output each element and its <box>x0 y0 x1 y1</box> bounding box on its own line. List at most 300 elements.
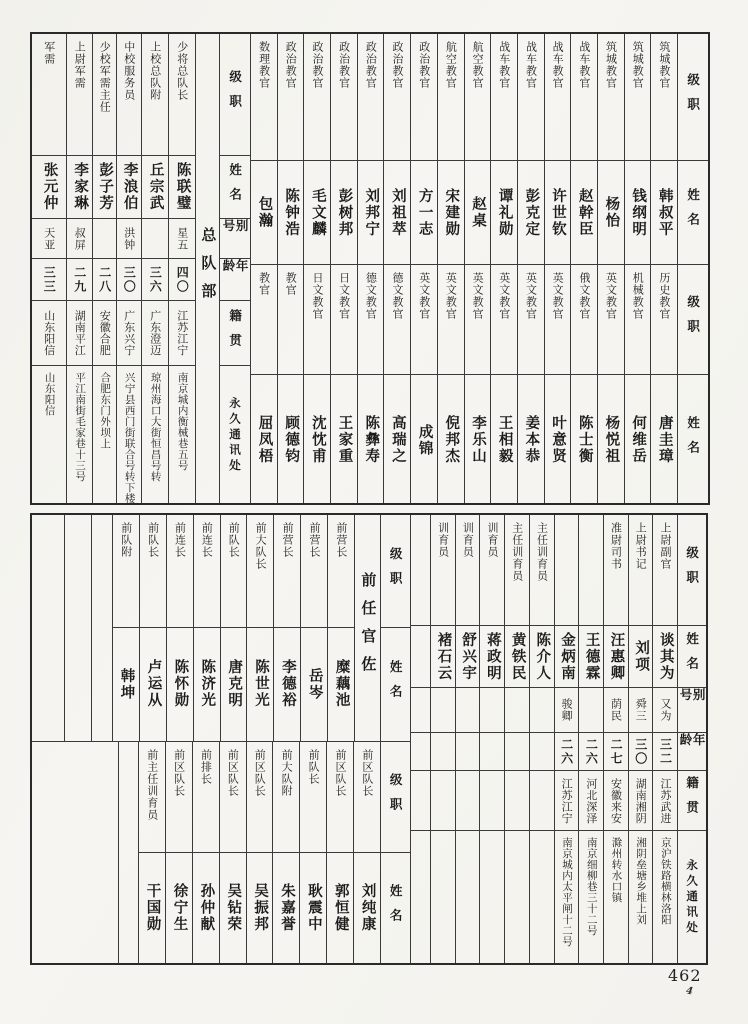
rank-cell <box>278 34 304 160</box>
age-cell <box>117 258 141 300</box>
rank-cell <box>518 34 544 160</box>
rank-cell <box>384 264 410 374</box>
former-officers-label-text: 前任官佐 <box>359 571 378 684</box>
age-cell-text: 二八 <box>97 265 112 294</box>
former-officer-column <box>299 742 326 963</box>
trainer-column <box>578 515 603 963</box>
name-cell <box>384 160 410 264</box>
age-cell <box>431 732 455 770</box>
name-cell <box>625 374 651 505</box>
name-cell <box>327 852 353 963</box>
address-cell-text: 南京细柳巷三十二号 <box>585 837 598 936</box>
former-officers-section <box>32 515 410 963</box>
rank-cell <box>545 264 571 374</box>
instructor-column <box>517 34 544 503</box>
name-cell <box>431 625 455 687</box>
name-cell-text: 丘宗武 <box>147 162 164 212</box>
top-table <box>30 32 710 505</box>
former-officers-label <box>355 515 380 740</box>
address-cell <box>169 365 195 505</box>
alias-cell <box>555 687 579 732</box>
origin-cell-text: 广东兴宁 <box>122 310 136 356</box>
name-cell <box>653 625 677 687</box>
address-cell-text: 滁州转水口镇 <box>610 837 623 903</box>
hq-label <box>196 34 219 503</box>
alias-cell-text: 荫民 <box>609 698 623 722</box>
name-cell-text: 陈钟浩 <box>283 187 300 238</box>
rank-cell <box>169 34 195 155</box>
name-cell-text: 许世钦 <box>550 187 567 238</box>
rank-cell-text: 训育员 <box>486 522 500 558</box>
age-cell <box>505 732 529 770</box>
rank-cell-text: 英文教官 <box>604 272 618 320</box>
alias-cell <box>456 687 480 732</box>
instructor-column <box>544 34 571 503</box>
name-cell <box>358 374 384 505</box>
empty-cell <box>65 515 91 740</box>
age-cell <box>32 258 66 300</box>
rank-cell <box>331 264 357 374</box>
rank-cell <box>301 515 327 627</box>
rank-cell-text: 教官 <box>284 272 298 296</box>
name-cell <box>545 160 571 264</box>
rank-cell-text: 训育员 <box>461 522 475 558</box>
alias-cell <box>530 687 554 732</box>
name-cell-text: 王家重 <box>336 415 353 465</box>
rank-cell <box>194 515 220 627</box>
alias-cell <box>604 687 628 732</box>
empty-cell <box>411 625 430 687</box>
rank-cell <box>32 34 66 155</box>
header-cell-text: 级职 <box>388 772 404 822</box>
name-cell-text: 刘祖萃 <box>389 187 406 238</box>
rank-cell-text: 前区队长 <box>172 749 186 797</box>
header-cell <box>678 770 706 830</box>
rank-cell <box>438 264 464 374</box>
rank-cell <box>67 34 92 155</box>
address-cell <box>117 365 141 505</box>
name-cell-text: 陈士衡 <box>576 415 593 465</box>
age-cell <box>169 258 195 300</box>
instructor-column <box>570 34 597 503</box>
rank-cell-text: 上尉军需 <box>73 41 87 89</box>
instructor-column <box>437 34 464 503</box>
name-cell-text: 李家琳 <box>72 162 89 212</box>
origin-cell <box>505 770 529 830</box>
name-cell-text: 朱嘉誉 <box>279 883 295 933</box>
name-cell <box>301 627 327 740</box>
header-cell <box>220 300 250 365</box>
origin-cell <box>579 770 603 830</box>
origin-cell-text: 江苏江宁 <box>560 777 574 824</box>
alias-cell-text: 舜三 <box>634 698 648 722</box>
name-cell <box>251 374 277 505</box>
name-cell <box>304 160 330 264</box>
bottom-table <box>30 513 708 965</box>
rank-cell <box>358 34 384 160</box>
name-cell <box>117 155 141 218</box>
name-cell <box>251 160 277 264</box>
rank-cell <box>166 742 192 852</box>
header-cell <box>220 258 250 300</box>
name-cell <box>518 160 544 264</box>
rank-cell-text: 政治教官 <box>337 41 351 89</box>
alias-cell <box>505 687 529 732</box>
former-officer-column <box>272 742 299 963</box>
instructor-column <box>383 34 410 503</box>
alias-cell <box>117 218 141 258</box>
header-cell-text: 级职 <box>388 546 404 596</box>
former-officer-column <box>138 742 165 963</box>
origin-cell <box>117 300 141 365</box>
staff-column <box>168 34 195 503</box>
staff-column <box>32 34 66 503</box>
origin-cell <box>67 300 92 365</box>
address-cell <box>67 365 92 505</box>
former-officer-column <box>219 742 246 963</box>
staff-column <box>92 34 116 503</box>
name-cell <box>304 374 330 505</box>
alias-cell-text: 骏卿 <box>560 698 574 722</box>
rank-cell <box>625 34 651 160</box>
header-cell-text: 籍贯 <box>684 776 700 825</box>
name-cell-text: 金炳南 <box>558 631 575 682</box>
rank-cell <box>140 515 166 627</box>
name-cell-text: 吴振邦 <box>252 883 269 933</box>
header-cell <box>220 218 250 258</box>
alias-cell <box>32 218 66 258</box>
header-cell <box>678 34 708 160</box>
rank-cell-text: 英文教官 <box>497 272 511 320</box>
name-cell-text: 吴钻荣 <box>225 883 242 933</box>
trainer-column <box>628 515 653 963</box>
age-cell <box>67 258 92 300</box>
name-cell <box>480 625 504 687</box>
name-cell-text: 徐宁生 <box>171 883 188 933</box>
former-officer-column <box>139 515 166 741</box>
name-cell <box>411 160 437 264</box>
rank-cell-text: 战车教官 <box>497 41 511 89</box>
alias-cell <box>653 687 677 732</box>
origin-cell <box>653 770 677 830</box>
alias-cell <box>431 687 455 732</box>
alias-cell-text: 星五 <box>175 226 189 251</box>
rank-cell <box>331 34 357 160</box>
former-officer-column <box>273 515 300 741</box>
name-cell-text: 韩叔平 <box>656 187 673 238</box>
name-cell-text: 王德霖 <box>583 631 600 682</box>
origin-cell-text: 山东阳信 <box>42 310 56 356</box>
age-cell <box>456 732 480 770</box>
name-cell-text: 陈彝寿 <box>363 415 380 465</box>
age-cell <box>142 258 168 300</box>
name-cell-text: 赵桌 <box>469 196 486 229</box>
header-cell-text: 永久通讯处 <box>228 396 243 475</box>
empty-cell <box>32 742 118 963</box>
name-cell <box>571 374 597 505</box>
name-cell <box>598 160 624 264</box>
rank-cell <box>273 742 299 852</box>
address-cell <box>505 830 529 965</box>
name-cell <box>491 374 517 505</box>
trainer-column <box>652 515 677 963</box>
name-cell <box>438 374 464 505</box>
rank-cell <box>653 515 677 625</box>
trainer-column <box>455 515 480 963</box>
name-cell-text: 耿震中 <box>305 883 322 933</box>
name-cell-text: 宋建勋 <box>443 187 460 238</box>
rank-cell <box>651 264 677 374</box>
address-cell <box>32 365 66 505</box>
name-cell-text: 成锦 <box>416 423 433 457</box>
name-cell <box>629 625 653 687</box>
rank-cell-text: 英文教官 <box>551 272 565 320</box>
age-cell <box>530 732 554 770</box>
former-officer-column <box>192 742 219 963</box>
former-officer-column <box>165 742 192 963</box>
former-officer-column <box>326 742 353 963</box>
rank-cell <box>274 515 300 627</box>
header-cell-text: 姓名 <box>684 632 700 681</box>
instructor-header-column <box>677 34 708 503</box>
instructor-column <box>410 34 437 503</box>
rank-cell-text: 日文教官 <box>310 272 324 320</box>
name-cell <box>598 374 624 505</box>
age-cell-text: 二七 <box>609 737 624 766</box>
alias-cell-text: 天亚 <box>42 226 56 251</box>
rank-cell-text: 德文教官 <box>364 272 378 320</box>
name-cell-text: 蒋政明 <box>484 631 501 682</box>
rank-cell <box>431 515 455 625</box>
rank-cell <box>278 264 304 374</box>
trainer-column <box>479 515 504 963</box>
name-cell <box>93 155 116 218</box>
name-cell-text: 彭树邦 <box>336 187 353 238</box>
origin-cell-text: 江苏武进 <box>658 777 672 824</box>
name-cell-text: 李浪伯 <box>121 162 138 212</box>
instructor-column <box>357 34 384 503</box>
rank-cell-text: 政治教官 <box>284 41 298 89</box>
origin-cell <box>142 300 168 365</box>
trainer-column <box>430 515 455 963</box>
age-cell <box>480 732 504 770</box>
rank-cell <box>113 515 139 627</box>
header-cell-text: 籍贯 <box>227 308 243 358</box>
rank-cell-text: 主任训育员 <box>510 522 524 582</box>
alias-cell-text: 又为 <box>658 698 672 722</box>
name-cell <box>32 155 66 218</box>
name-cell-text: 黄铁民 <box>509 631 526 682</box>
origin-cell-text: 湖南平江 <box>73 310 87 356</box>
rank-cell-text: 俄文教官 <box>577 272 591 320</box>
origin-cell <box>480 770 504 830</box>
rank-cell <box>384 34 410 160</box>
name-cell-text: 高瑞之 <box>389 415 406 465</box>
origin-cell <box>555 770 579 830</box>
name-cell <box>545 374 571 505</box>
former-officer-column <box>300 515 327 741</box>
name-cell-text: 张元仲 <box>41 162 58 212</box>
name-cell-text: 刘邦宁 <box>363 187 380 238</box>
rank-cell-text: 前营长 <box>281 522 295 558</box>
empty-column <box>32 515 64 741</box>
rank-cell-text: 航空教官 <box>471 41 485 89</box>
header-cell-text: 级职 <box>227 70 243 119</box>
page-mark: 4 <box>685 985 694 998</box>
name-cell-text: 钱纲明 <box>630 187 647 238</box>
name-cell <box>247 627 273 740</box>
rank-cell <box>220 742 246 852</box>
rank-cell <box>530 515 554 625</box>
origin-cell-text: 江苏江宁 <box>175 310 189 356</box>
instructor-column <box>464 34 491 503</box>
rank-cell <box>518 264 544 374</box>
age-cell <box>653 732 677 770</box>
former-band-2 <box>32 741 410 963</box>
name-cell <box>278 160 304 264</box>
alias-cell <box>480 687 504 732</box>
former-header-column <box>380 515 410 741</box>
rank-cell-text: 前营长 <box>334 522 348 558</box>
origin-cell <box>604 770 628 830</box>
rank-cell <box>505 515 529 625</box>
rank-cell <box>354 742 380 852</box>
header-cell-text: 姓名 <box>685 415 701 465</box>
name-cell <box>300 852 326 963</box>
name-cell-text: 陈介人 <box>534 631 551 682</box>
name-cell-text: 王相毅 <box>496 415 513 465</box>
name-cell-text: 岳岑 <box>306 667 323 701</box>
origin-cell <box>431 770 455 830</box>
rank-cell-text: 前队附 <box>119 522 133 558</box>
name-cell-text: 顾德钧 <box>283 415 300 465</box>
name-cell <box>167 627 193 740</box>
address-cell-text: 南京城内太平闸十二号 <box>561 837 574 947</box>
rank-cell <box>456 515 480 625</box>
alias-cell <box>67 218 92 258</box>
hq-label-column <box>195 34 219 503</box>
origin-cell <box>32 300 66 365</box>
age-cell <box>93 258 116 300</box>
rank-cell-text: 前区队长 <box>226 749 240 797</box>
name-cell-text: 陈联璧 <box>174 162 191 212</box>
name-cell <box>113 627 139 740</box>
rank-cell <box>571 34 597 160</box>
name-cell-text: 赵幹臣 <box>576 187 593 238</box>
age-cell-text: 二六 <box>584 737 599 766</box>
empty-cell <box>92 515 112 740</box>
empty-column <box>64 515 91 741</box>
rank-cell-text: 上尉副官 <box>658 522 672 570</box>
empty-cell <box>32 515 64 740</box>
alias-cell <box>142 218 168 258</box>
empty-cell <box>411 687 430 732</box>
header-cell <box>678 687 706 732</box>
name-cell <box>438 160 464 264</box>
empty-cell <box>411 732 430 770</box>
name-cell <box>247 852 273 963</box>
rank-cell <box>625 264 651 374</box>
name-cell-text: 刘纯康 <box>359 883 376 933</box>
rank-cell-text: 筑城教官 <box>631 41 645 89</box>
rank-cell <box>251 264 277 374</box>
rank-cell <box>491 34 517 160</box>
rank-cell <box>465 34 491 160</box>
name-cell-text: 孙仲献 <box>198 883 215 933</box>
rank-cell <box>480 515 504 625</box>
name-cell <box>67 155 92 218</box>
header-cell <box>678 830 706 965</box>
address-cell <box>604 830 628 965</box>
origin-cell-text: 湖南湘阴 <box>634 777 648 824</box>
origin-cell-text: 安徽合肥 <box>98 310 112 356</box>
age-cell-text: 二九 <box>72 265 87 294</box>
former-officer-column <box>353 742 380 963</box>
rank-cell <box>247 742 273 852</box>
rank-cell-text: 前连长 <box>173 522 187 558</box>
origin-cell-text: 广东澄迈 <box>148 310 162 356</box>
header-cell <box>381 852 410 963</box>
header-cell-text: 姓名 <box>227 162 243 212</box>
name-cell <box>651 374 677 505</box>
rank-cell-text: 少校军需主任 <box>98 41 112 113</box>
rank-cell <box>251 34 277 160</box>
rank-cell-text: 前区队长 <box>253 749 267 797</box>
address-cell-text: 合肥东门外坝上 <box>99 372 112 449</box>
former-officer-column <box>193 515 220 741</box>
instructor-column <box>277 34 304 503</box>
former-header-column <box>380 742 410 963</box>
empty-cell <box>411 830 430 965</box>
rank-cell <box>142 34 168 155</box>
rank-cell <box>604 515 628 625</box>
rank-cell <box>327 742 353 852</box>
age-cell <box>629 732 653 770</box>
age-cell-text: 三〇 <box>122 265 137 294</box>
header-cell <box>220 365 250 505</box>
header-cell-text: 姓名 <box>388 659 404 709</box>
header-cell <box>678 264 708 374</box>
header-cell <box>381 742 410 852</box>
age-cell <box>579 732 603 770</box>
trainer-column <box>504 515 529 963</box>
age-cell <box>555 732 579 770</box>
rank-cell-text: 航空教官 <box>444 41 458 89</box>
name-cell-text: 沈忱甫 <box>309 415 326 465</box>
header-cell-text: 姓名 <box>685 188 701 237</box>
address-cell <box>653 830 677 965</box>
rank-cell-text: 前排长 <box>199 749 213 785</box>
rank-cell-text: 政治教官 <box>364 41 378 89</box>
age-cell <box>604 732 628 770</box>
former-officer-column <box>220 515 247 741</box>
instructor-column <box>624 34 651 503</box>
rank-cell <box>555 515 579 625</box>
header-cell <box>678 732 706 770</box>
address-cell <box>579 830 603 965</box>
name-cell-text: 陈怀勋 <box>172 659 189 709</box>
rank-cell <box>598 264 624 374</box>
rank-cell <box>411 34 437 160</box>
header-cell-text: 级职 <box>685 295 701 344</box>
name-cell-text: 郭恒健 <box>332 883 349 933</box>
header-cell <box>381 627 410 740</box>
empty-column <box>91 515 112 741</box>
staff-header-column <box>219 34 250 503</box>
name-cell <box>354 852 380 963</box>
header-cell <box>381 515 410 627</box>
name-cell-text: 谈其为 <box>657 631 674 682</box>
